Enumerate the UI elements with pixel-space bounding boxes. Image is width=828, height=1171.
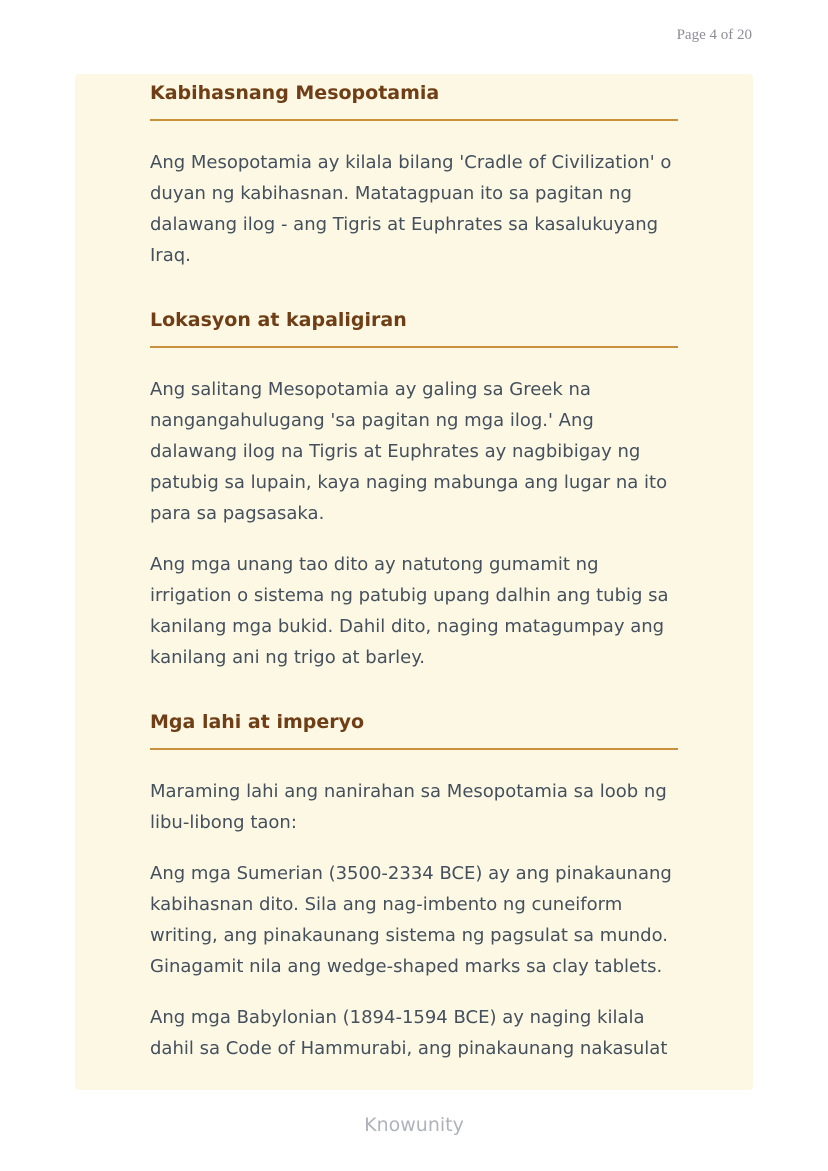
section-heading: Kabihasnang Mesopotamia bbox=[150, 82, 440, 104]
heading-underline bbox=[150, 119, 678, 121]
heading-underline bbox=[150, 748, 678, 750]
footer-brand: Knowunity bbox=[364, 1114, 464, 1136]
paragraph: Maraming lahi ang nanirahan sa Mesopotamia sa loob ng libu-libong taon: bbox=[150, 781, 667, 833]
section-lokasyon-at-kapaligiran bbox=[150, 307, 678, 673]
paragraph: Ang mga Babylonian (1894-1594 BCE) ay naging kilala dahil sa Code of Hammurabi, ang pinakaunang nakasulat bbox=[150, 1007, 668, 1059]
heading-underline bbox=[150, 346, 678, 348]
section-kabihasnang-mesopotamia bbox=[150, 80, 678, 271]
content-panel bbox=[75, 74, 753, 1090]
paragraph: Ang Mesopotamia ay kilala bilang 'Cradle of Civilization' o duyan ng kabihasnan. Matatagpuan ito sa pagitan ng dalawang ilog - ang Tigris at Euphrates sa kasalukuyang Iraq. bbox=[150, 152, 672, 266]
section-heading: Lokasyon at kapaligiran bbox=[150, 309, 407, 331]
page-number-indicator: Page 4 of 20 bbox=[676, 27, 752, 43]
paragraph: Ang mga unang tao dito ay natutong gumamit ng irrigation o sistema ng patubig upang dalhin ang tubig sa kanilang mga bukid. Dahil dito, naging matagumpay ang kanilang ani ng trigo at barley. bbox=[150, 554, 669, 668]
section-heading: Mga lahi at imperyo bbox=[150, 711, 365, 733]
paragraph: Ang salitang Mesopotamia ay galing sa Greek na nangangahulugang 'sa pagitan ng mga ilog.' Ang dalawang ilog na Tigris at Euphrates ay nagbibigay ng patubig sa lupain, kaya naging mabunga ang lugar na ito para sa pagsasaka. bbox=[150, 379, 668, 524]
paragraph: Ang mga Sumerian (3500-2334 BCE) ay ang pinakaunang kabihasnan dito. Sila ang nag-imbento ng cuneiform writing, ang pinakaunang sistema ng pagsulat sa mundo. Ginagamit nila ang wedge-shaped marks sa clay tablets. bbox=[150, 863, 672, 977]
section-mga-lahi-at-imperyo bbox=[150, 709, 678, 1064]
